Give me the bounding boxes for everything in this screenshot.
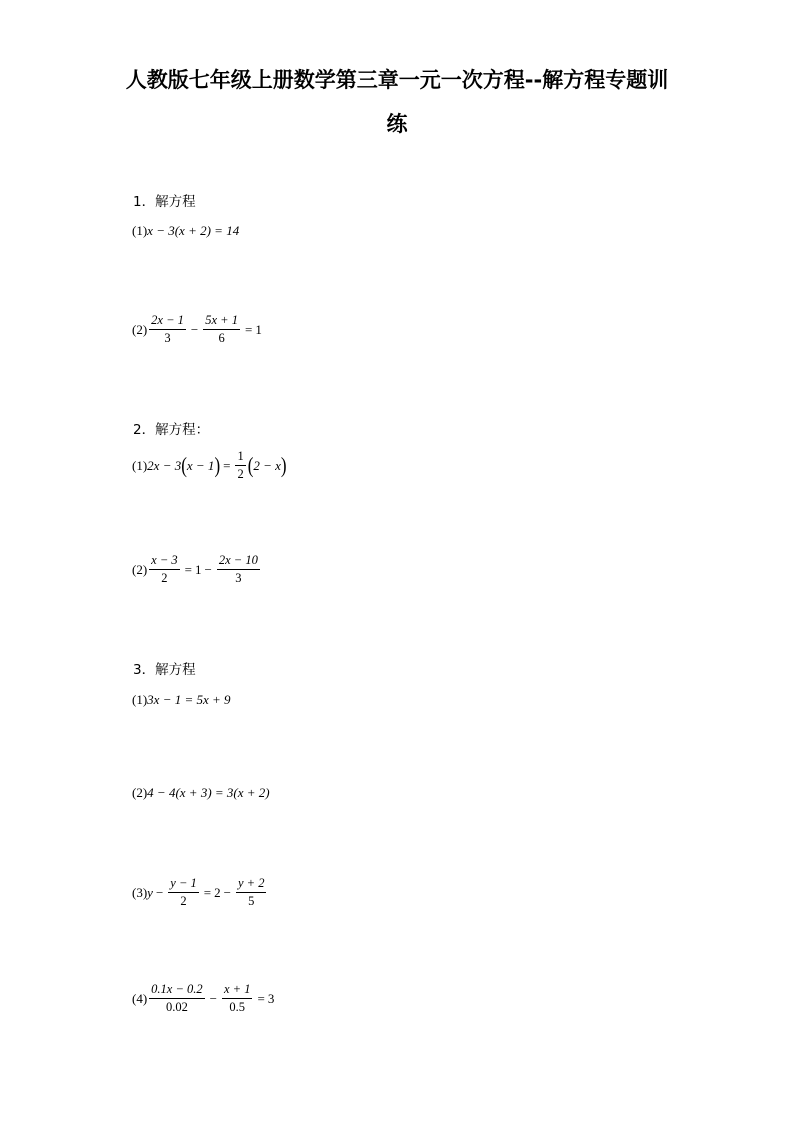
equation: 3x − 1 = 5x + 9 <box>147 692 231 707</box>
denominator: 3 <box>164 331 171 345</box>
part-label: (2) <box>132 785 148 800</box>
fraction <box>203 313 240 346</box>
equals-sign: = <box>257 990 265 1006</box>
constant: 1 <box>195 561 202 577</box>
question-2-part-2 <box>132 553 262 586</box>
denominator: 0.02 <box>165 1000 188 1014</box>
left-paren: ( <box>181 453 187 478</box>
equals-sign: = <box>223 457 231 473</box>
question-2-part-1 <box>132 449 287 482</box>
numerator: x + 1 <box>222 982 252 999</box>
lhs: 2x − 3 <box>147 457 182 473</box>
right-paren: ) <box>214 453 221 478</box>
inner-expression: x − 1 <box>186 457 215 473</box>
denominator: 3 <box>235 571 242 585</box>
question-3-part-3 <box>132 876 268 909</box>
part-label: (1) <box>132 223 148 238</box>
denominator: 6 <box>218 331 225 345</box>
question-2-heading: 2．解方程： <box>133 422 210 438</box>
equals-sign: = <box>203 884 212 900</box>
denominator: 2 <box>180 894 187 908</box>
numerator: y + 2 <box>236 876 266 893</box>
question-3-part-2 <box>132 785 270 801</box>
denominator: 0.5 <box>229 1000 246 1014</box>
numerator: 2x − 10 <box>217 553 260 570</box>
constant: 2 <box>214 884 221 900</box>
question-3-part-4 <box>132 982 274 1015</box>
part-label: (4) <box>132 990 148 1006</box>
fraction <box>149 313 186 346</box>
question-1-part-2 <box>132 313 262 346</box>
fraction <box>217 553 260 586</box>
denominator: 2 <box>161 571 168 585</box>
paren-expression: 2 − x <box>253 457 281 473</box>
minus-sign: − <box>204 561 212 577</box>
numerator: 2x − 1 <box>149 313 186 330</box>
fraction <box>222 982 252 1015</box>
question-1-heading: 1．解方程 <box>133 194 196 210</box>
lead-term: y <box>147 884 153 900</box>
numerator: y − 1 <box>168 876 198 893</box>
left-paren: ( <box>247 453 254 478</box>
fraction <box>236 876 266 909</box>
equals-sign: = <box>184 561 192 577</box>
rhs: 3 <box>267 990 275 1006</box>
minus-sign: − <box>190 321 199 337</box>
document-title-line-2: 练 <box>386 112 408 136</box>
question-1-part-1 <box>132 223 239 239</box>
minus-sign: − <box>155 884 164 900</box>
numerator: x − 3 <box>149 553 179 570</box>
fraction <box>168 876 198 909</box>
document-title-line-1: 人教版七年级上册数学第三章一元一次方程--解方程专题训 <box>125 68 669 92</box>
part-label: (3) <box>132 884 148 900</box>
part-label: (1) <box>132 457 148 473</box>
fraction <box>149 982 204 1015</box>
minus-sign: − <box>209 990 217 1006</box>
denominator: 2 <box>237 467 244 481</box>
fraction <box>235 449 245 482</box>
numerator: 5x + 1 <box>203 313 240 330</box>
right-paren: ) <box>280 453 287 478</box>
minus-sign: − <box>223 884 231 900</box>
part-label: (2) <box>132 321 148 337</box>
equals-sign: = <box>244 321 253 337</box>
question-3-part-1 <box>132 692 231 708</box>
denominator: 5 <box>248 894 255 908</box>
numerator: 1 <box>235 449 245 466</box>
part-label: (1) <box>132 692 148 707</box>
fraction <box>149 553 179 586</box>
equation: x − 3(x + 2) = 14 <box>147 223 240 238</box>
equation: 4 − 4(x + 3) = 3(x + 2) <box>147 785 270 800</box>
numerator: 0.1x − 0.2 <box>149 982 204 999</box>
question-3-heading: 3．解方程 <box>133 662 196 678</box>
rhs: 1 <box>255 321 262 337</box>
part-label: (2) <box>132 561 148 577</box>
